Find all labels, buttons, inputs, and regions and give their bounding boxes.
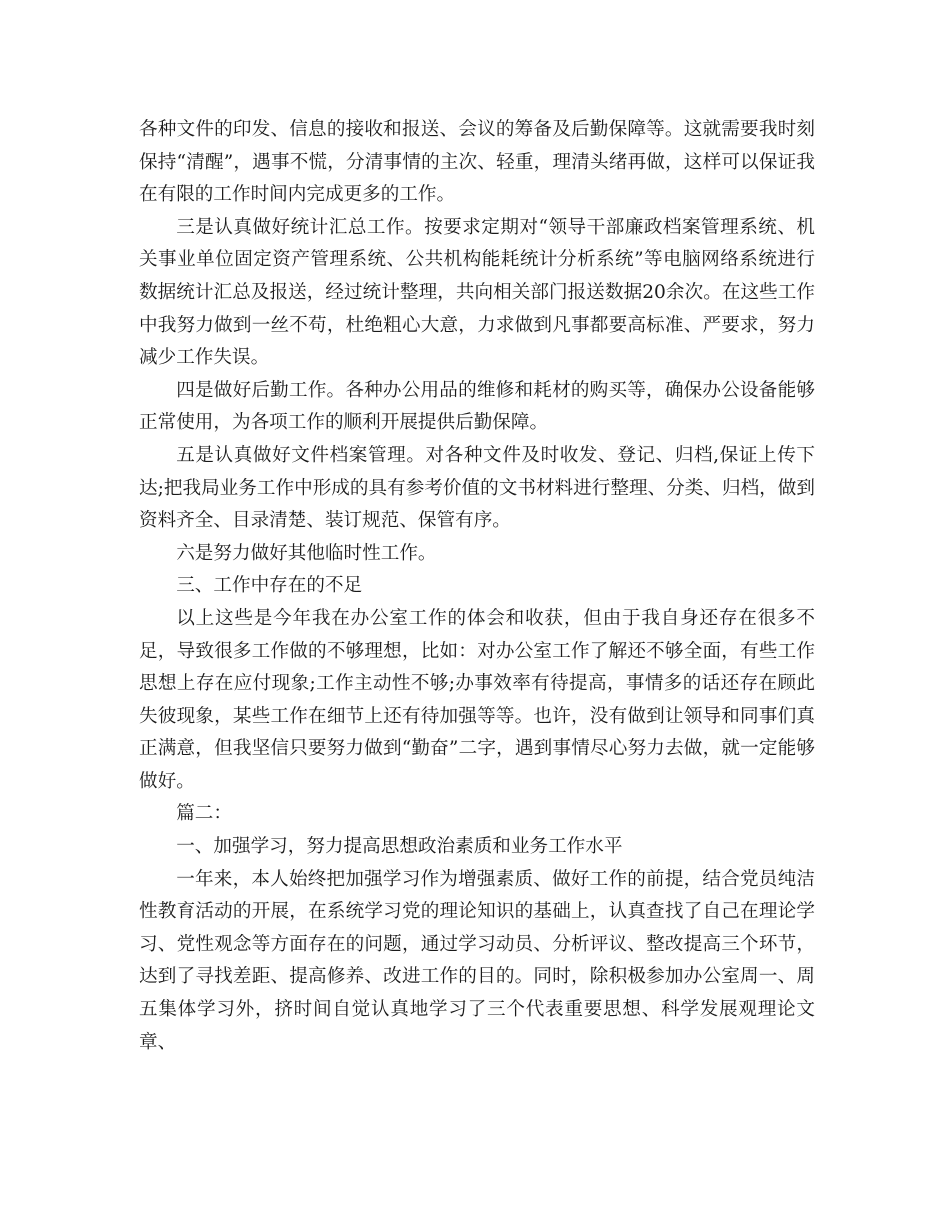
paragraph-continuation: 各种文件的印发、信息的接收和报送、会议的筹备及后勤保障等。这就需要我时刻保持“清醒”，遇事不慌，分清事情的主次、轻重，理清头绪再做，这样可以保证我在有限的工作时间内完成更多的工作。 <box>139 119 815 206</box>
paragraph-statistics-work: 三是认真做好统计汇总工作。按要求定期对“领导干部廉政档案管理系统、机关事业单位固定资产管理系统、公共机构能耗统计分析系统”等电脑网络系统进行数据统计汇总及报送，经过统计整理，共向相关部门报送数据20余次。在这些工作中我努力做到一丝不苟，杜绝粗心大意，力求做到凡事都要高标准、严要求，努力减少工作失误。 <box>139 216 815 369</box>
article-heading-part-two: 篇二： <box>176 803 232 825</box>
document-body <box>139 114 815 1059</box>
section-heading-shortcomings: 三、工作中存在的不足 <box>176 575 363 597</box>
paragraph-shortcomings: 以上这些是今年我在办公室工作的体会和收获，但由于我自身还存在很多不足，导致很多工作做的不够理想，比如：对办公室工作了解还不够全面，有些工作思想上存在应付现象;工作主动性不够;办事效率有待提高，事情多的话还存在顾此失彼现象，某些工作在细节上还有待加强等等。也许，没有做到让领导和同事们真正满意，但我坚信只要努力做到“勤奋”二字，遇到事情尽心努力去做，就一定能够做好。 <box>139 607 815 792</box>
paragraph-study: 一年来，本人始终把加强学习作为增强素质、做好工作的前提，结合党员纯洁性教育活动的开展，在系统学习党的理论知识的基础上，认真查找了自己在理论学习、党性观念等方面存在的问题，通过学习动员、分析评议、整改提高三个环节，达到了寻找差距、提高修养、改进工作的目的。同时，除积极参加办公室周一、周五集体学习外，挤时间自觉认真地学习了三个代表重要思想、科学发展观理论文章、 <box>139 868 815 1053</box>
paragraph-logistics-work: 四是做好后勤工作。各种办公用品的维修和耗材的购买等，确保办公设备能够正常使用，为各项工作的顺利开展提供后勤保障。 <box>139 379 815 434</box>
paragraph-archive-management: 五是认真做好文件档案管理。对各种文件及时收发、登记、归档,保证上传下达;把我局业务工作中形成的具有参考价值的文书材料进行整理、分类、归档，做到资料齐全、目录清楚、装订规范、保管有序。 <box>139 444 815 532</box>
section-heading-study: 一、加强学习，努力提高思想政治素质和业务工作水平 <box>176 836 623 858</box>
paragraph-temporary-work: 六是努力做好其他临时性工作。 <box>176 542 437 564</box>
